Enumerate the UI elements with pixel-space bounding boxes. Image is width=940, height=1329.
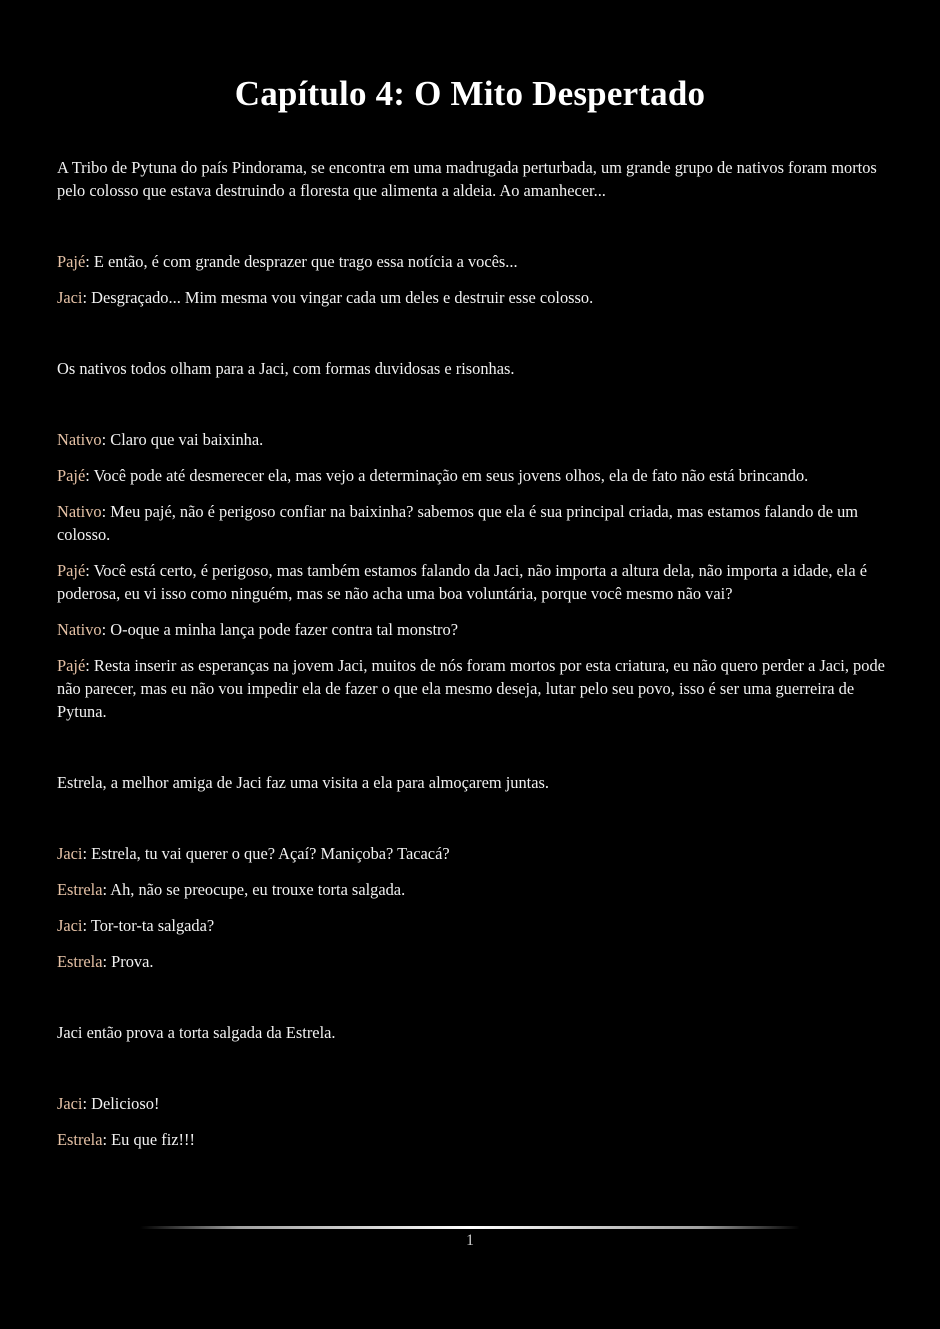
speaker-name: Jaci: [57, 844, 83, 863]
dialogue-line: [57, 559, 887, 605]
speaker-name: Pajé: [57, 466, 86, 485]
speaker-name: Nativo: [57, 430, 102, 449]
speaker-name: Jaci: [57, 1094, 83, 1113]
dialogue-text: : Eu que fiz!!!: [102, 1130, 195, 1149]
dialogue-text: : Resta inserir as esperanças na jovem Jaci, muitos de nós foram mortos por esta criatura, eu não quero perder a Jaci, pode não parecer, mas eu não vou impedir ela de fazer o que ela mesmo deseja, lutar pelo seu povo, isso é ser uma guerreira de Pytuna.: [57, 656, 885, 721]
dialogue-line: [57, 914, 887, 937]
dialogue-text: : Desgraçado... Mim mesma vou vingar cada um deles e destruir esse colosso.: [82, 288, 594, 307]
speaker-name: Pajé: [57, 252, 86, 271]
dialogue-text: : Prova.: [102, 952, 154, 971]
speaker-name: Estrela: [57, 1130, 103, 1149]
speaker-name: Jaci: [57, 916, 83, 935]
dialogue-text: : Delicioso!: [82, 1094, 160, 1113]
dialogue-line: [57, 500, 887, 546]
dialogue-line: [57, 250, 887, 273]
dialogue-line: [57, 464, 887, 487]
footer-divider: [140, 1226, 800, 1229]
dialogue-text: : Tor-tor-ta salgada?: [82, 916, 215, 935]
dialogue-line: [57, 654, 887, 723]
dialogue-line: [57, 1128, 887, 1151]
dialogue-line: [57, 286, 887, 309]
dialogue-line: [57, 428, 887, 451]
speaker-name: Nativo: [57, 502, 102, 521]
speaker-name: Estrela: [57, 952, 103, 971]
narration-paragraph: A Tribo de Pytuna do país Pindorama, se encontra em uma madrugada perturbada, um grande grupo de nativos foram mortos pelo colosso que estava destruindo a floresta que alimenta a aldeia. Ao amanhecer...: [57, 158, 877, 200]
speaker-name: Pajé: [57, 561, 86, 580]
dialogue-line: [57, 618, 887, 641]
page-number: 1: [466, 1232, 474, 1249]
speaker-name: Pajé: [57, 656, 86, 675]
dialogue-text: : Você pode até desmerecer ela, mas vejo a determinação em seus jovens olhos, ela de fato não está brincando.: [85, 466, 809, 485]
dialogue-line: [57, 1092, 887, 1115]
dialogue-line: [57, 842, 887, 865]
dialogue-text: : E então, é com grande desprazer que trago essa notícia a vocês...: [85, 252, 518, 271]
dialogue-line: [57, 950, 887, 973]
speaker-name: Jaci: [57, 288, 83, 307]
narration-paragraph: Os nativos todos olham para a Jaci, com formas duvidosas e risonhas.: [57, 359, 515, 378]
speaker-name: Nativo: [57, 620, 102, 639]
dialogue-text: : Estrela, tu vai querer o que? Açaí? Maniçoba? Tacacá?: [82, 844, 450, 863]
dialogue-text: : Meu pajé, não é perigoso confiar na baixinha? sabemos que ela é sua principal criada, mas estamos falando de um colosso.: [57, 502, 859, 544]
dialogue-text: : O-oque a minha lança pode fazer contra tal monstro?: [101, 620, 458, 639]
narration-paragraph: Estrela, a melhor amiga de Jaci faz uma visita a ela para almoçarem juntas.: [57, 773, 549, 792]
dialogue-line: [57, 878, 887, 901]
dialogue-text: : Ah, não se preocupe, eu trouxe torta salgada.: [102, 880, 406, 899]
dialogue-text: : Você está certo, é perigoso, mas também estamos falando da Jaci, não importa a altura dela, não importa a idade, ela é poderosa, eu vi isso como ninguém, mas se não acha uma boa voluntária, porque você mesmo não vai?: [57, 561, 867, 603]
chapter-content: [57, 156, 887, 1151]
dialogue-text: : Claro que vai baixinha.: [101, 430, 264, 449]
speaker-name: Estrela: [57, 880, 103, 899]
chapter-title: Capítulo 4: O Mito Despertado: [234, 74, 706, 113]
narration-paragraph: Jaci então prova a torta salgada da Estrela.: [57, 1023, 336, 1042]
